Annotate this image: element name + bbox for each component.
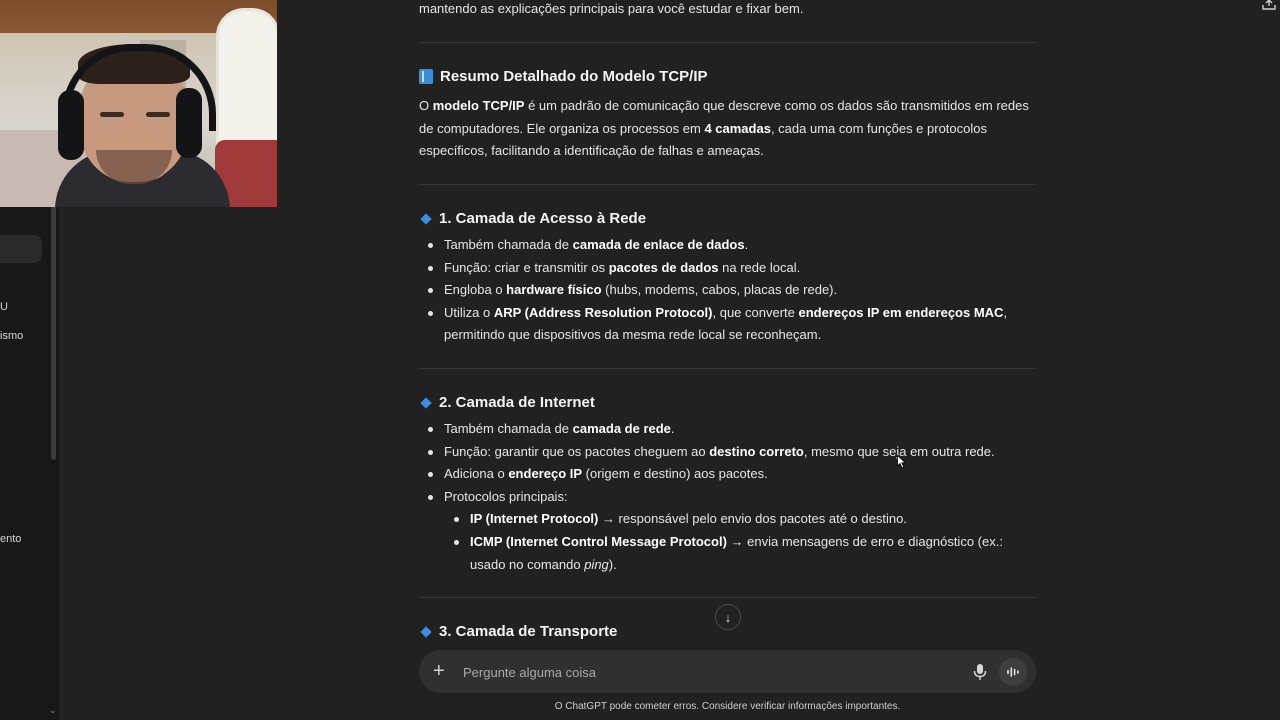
sidebar-item[interactable]: U	[0, 301, 8, 313]
plus-icon[interactable]: +	[433, 660, 445, 682]
mouse-cursor-icon	[897, 455, 907, 469]
layer2-title: 2. Camada de Internet	[439, 394, 595, 411]
voice-mode-button[interactable]	[999, 658, 1027, 686]
list-item: Também chamada de camada de rede.	[419, 418, 1036, 441]
sub-list-item: ICMP (Internet Control Message Protocol) → envia mensagens de erro e diagnóstico (ex.: usado no comando ping).	[419, 531, 1036, 576]
layer3-heading	[419, 623, 617, 640]
layer3-title: 3. Camada de Transporte	[439, 623, 618, 640]
divider	[419, 184, 1036, 185]
layer2-list	[419, 418, 1036, 576]
layer1-heading	[419, 210, 646, 227]
list-item: Utiliza o ARP (Address Resolution Protocol), que converte endereços IP em endereços MAC, permitindo que dispositivos da mesma rede local se reconheçam.	[419, 302, 1036, 347]
summary-text: O modelo TCP/IP é um padrão de comunicação que descreve como os dados são transmitidos em redes de computadores. Ele organiza os processos em 4 camadas, cada uma com funções e protocolos específicos, facilitando a identificação de falhas e ameaças.	[419, 98, 1029, 159]
webcam-overlay	[0, 0, 277, 207]
microphone-icon[interactable]	[972, 663, 988, 681]
prompt-input[interactable]	[461, 661, 935, 683]
divider	[419, 42, 1036, 43]
arrow-down-icon: ↓	[724, 609, 732, 625]
scroll-to-bottom-button[interactable]	[715, 604, 741, 630]
book-icon	[419, 69, 433, 84]
blue-diamond-icon	[420, 213, 431, 224]
sidebar-selected-item[interactable]	[0, 235, 42, 263]
summary-title: Resumo Detalhado do Modelo TCP/IP	[440, 68, 708, 85]
list-item: Engloba o hardware físico (hubs, modems, cabos, placas de rede).	[419, 279, 1036, 302]
sidebar-scrollbar[interactable]	[51, 205, 56, 460]
layer1-title: 1. Camada de Acesso à Rede	[439, 210, 647, 227]
list-item: Protocolos principais:	[419, 486, 1036, 509]
layer1-list	[419, 234, 1036, 347]
summary-paragraph	[419, 95, 1036, 163]
composer	[419, 650, 1036, 693]
list-item: Função: garantir que os pacotes cheguem ao destino correto, mesmo que seja em outra rede.	[419, 441, 1036, 464]
list-item: Adiciona o endereço IP (origem e destino) aos pacotes.	[419, 463, 1036, 486]
sidebar-item[interactable]: ento	[0, 533, 22, 545]
blue-diamond-icon	[420, 626, 431, 637]
divider	[419, 368, 1036, 369]
list-item: Também chamada de camada de enlace de dados.	[419, 234, 1036, 257]
intro-text: mantendo as explicações principais para você estudar e fixar bem.	[419, 1, 804, 16]
waveform-icon	[1006, 666, 1020, 678]
chevron-down-icon[interactable]: ⌄	[49, 705, 57, 715]
layer2-heading	[419, 394, 595, 411]
sub-list-item: IP (Internet Protocol) → responsável pelo envio dos pacotes até o destino.	[419, 508, 1036, 531]
divider	[419, 597, 1036, 598]
disclaimer-text: O ChatGPT pode cometer erros. Considere verificar informações importantes.	[554, 701, 901, 712]
share-icon[interactable]	[1262, 0, 1276, 10]
blue-diamond-icon	[420, 397, 431, 408]
message-intro	[419, 0, 1036, 21]
list-item: Função: criar e transmitir os pacotes de dados na rede local.	[419, 257, 1036, 280]
sidebar-item[interactable]: ismo	[0, 330, 24, 342]
summary-heading	[419, 68, 708, 85]
